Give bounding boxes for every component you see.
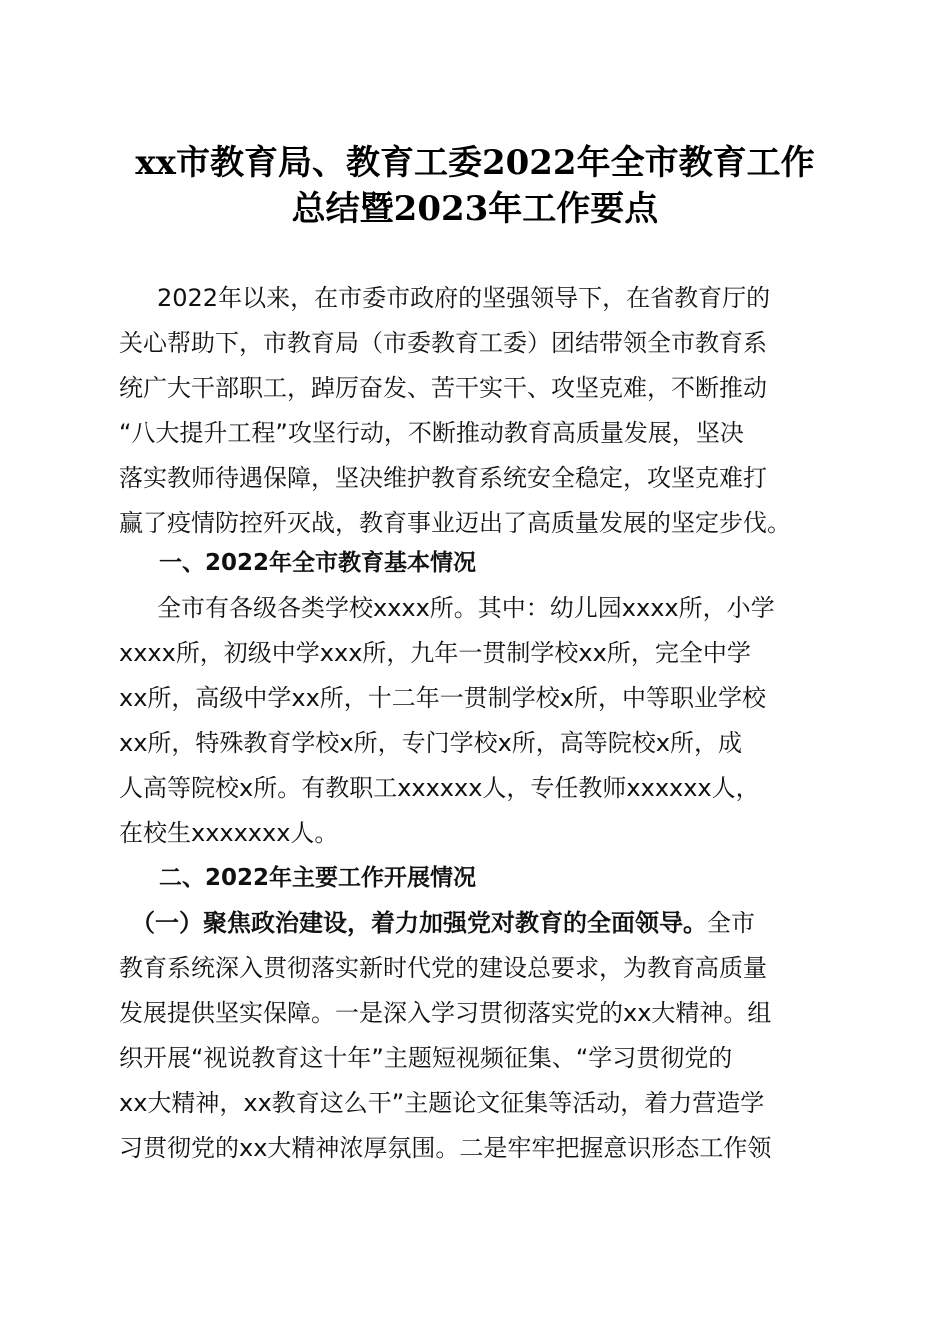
- paragraph-line: 赢了疫情防控歼灭战，教育事业迈出了高质量发展的坚定步伐。: [119, 509, 791, 537]
- paragraph-line: 落实教师待遇保障，坚决维护教育系统安全稳定，攻坚克难打: [119, 464, 767, 492]
- paragraph-line: 习贯彻党的xx大精神浓厚氛围。二是牢牢把握意识形态工作领: [119, 1134, 772, 1162]
- section-heading-2: 二、2022年主要工作开展情况: [159, 865, 477, 891]
- paragraph-line: 2022年以来，在市委市政府的坚强领导下，在省教育厅的: [157, 284, 771, 312]
- subsection-heading-1: （一）聚焦政治建设，着力加强党对教育的全面领导。: [131, 909, 707, 937]
- subsection1-paragraph: [119, 901, 831, 1171]
- paragraph-line: 统广大干部职工，踔厉奋发、苦干实干、攻坚克难，不断推动: [119, 374, 767, 402]
- paragraph-line: 人高等院校x所。有教职工xxxxxx人，专任教师xxxxxx人，: [119, 774, 760, 802]
- paragraph-line: 全市有各级各类学校xxxx所。其中：幼儿园xxxx所，小学: [157, 594, 775, 622]
- document-title-line-2: 总结暨2023年工作要点: [291, 189, 659, 229]
- section1-paragraph: [119, 586, 831, 856]
- document-title-line-1: xx市教育局、教育工委2022年全市教育工作: [135, 143, 815, 183]
- paragraph-line: 关心帮助下，市教育局（市委教育工委）团结带领全市教育系: [119, 329, 767, 357]
- section-heading-1: 一、2022年全市教育基本情况: [159, 550, 477, 576]
- paragraph-line: 在校生xxxxxxx人。: [119, 819, 339, 847]
- paragraph-line: xxxx所，初级中学xxx所，九年一贯制学校xx所，完全中学: [119, 639, 751, 667]
- paragraph-line: 织开展“视说教育这十年”主题短视频征集、“学习贯彻党的: [119, 1044, 733, 1072]
- paragraph-line: xx所，高级中学xx所，十二年一贯制学校x所，中等职业学校: [119, 684, 767, 712]
- paragraph-line-rest: 全市: [707, 909, 755, 937]
- paragraph-line: xx所，特殊教育学校x所，专门学校x所，高等院校x所，成: [119, 729, 743, 757]
- intro-paragraph: [119, 276, 831, 546]
- paragraph-line: 发展提供坚实保障。一是深入学习贯彻落实党的xx大精神。组: [119, 999, 772, 1027]
- paragraph-line: xx大精神，xx教育这么干”主题论文征集等活动，着力营造学: [119, 1089, 765, 1117]
- paragraph-line: “八大提升工程”攻坚行动，不断推动教育高质量发展，坚决: [119, 419, 744, 447]
- paragraph-first-line: [119, 901, 831, 946]
- paragraph-line: 教育系统深入贯彻落实新时代党的建设总要求，为教育高质量: [119, 954, 767, 982]
